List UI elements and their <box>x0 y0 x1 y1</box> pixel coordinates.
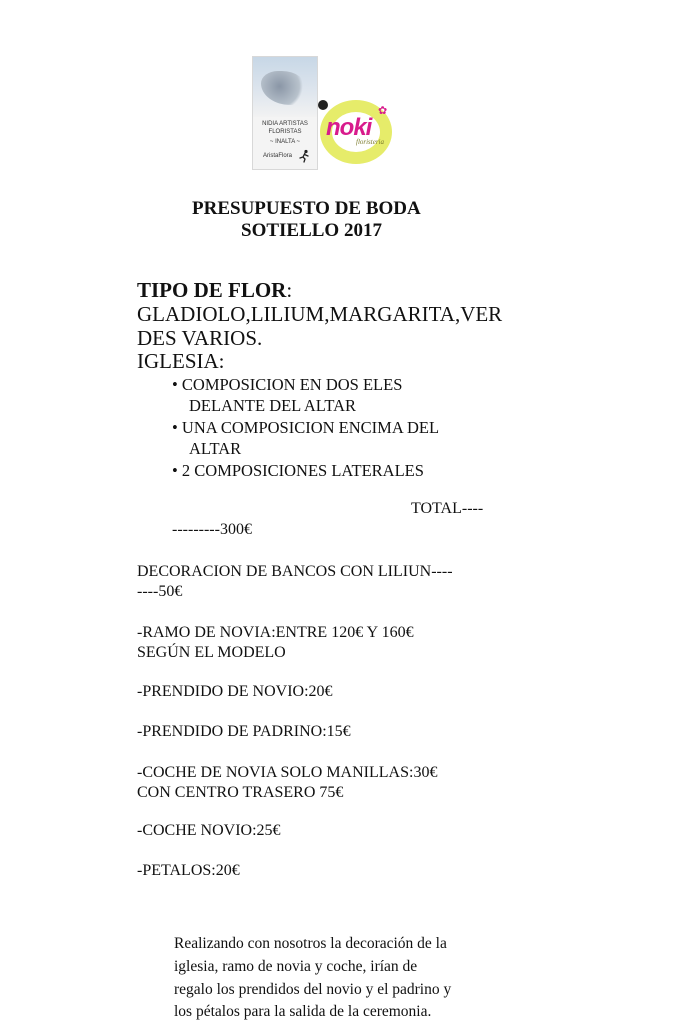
tipo-heading <box>137 278 292 303</box>
footer-note-line4: los pétalos para la salida de la ceremonia. <box>174 1003 432 1020</box>
noki-logo <box>318 98 404 168</box>
list-item-text: UNA COMPOSICION ENCIMA DEL <box>181 418 440 437</box>
logo-left-line2: FLORISTAS <box>268 129 302 135</box>
petalos: -PETALOS:20€ <box>137 862 240 879</box>
logo-left-line1: NIDIA ARTISTAS <box>262 121 308 127</box>
list-item <box>172 375 402 395</box>
bullet: • <box>172 461 178 480</box>
tipo-line1: GLADIOLO,LILIUM,MARGARITA,VER <box>137 302 503 326</box>
runner-icon <box>297 149 311 163</box>
list-item <box>172 461 424 481</box>
logo-tagline: floristeria <box>356 138 385 146</box>
tipo-line2: DES VARIOS. <box>137 326 263 350</box>
list-item-text: 2 COMPOSICIONES LATERALES <box>181 461 424 480</box>
list-item-continuation: DELANTE DEL ALTAR <box>189 396 357 415</box>
total-value: ---------300€ <box>172 521 252 538</box>
ramo-line2: SEGÚN EL MODELO <box>137 644 286 661</box>
list-item-text: COMPOSICION EN DOS ELES <box>181 375 403 394</box>
flower-icon: ✿ <box>378 105 388 117</box>
footer-note-line1: Realizando con nosotros la decoración de la <box>174 935 447 952</box>
coche-novia-line1: -COCHE DE NOVIA SOLO MANILLAS:30€ <box>137 764 438 781</box>
list-item <box>172 418 439 438</box>
logo-left-line4: AristaFlora <box>263 153 293 159</box>
logo-brand-text: noki <box>326 114 372 141</box>
florist-logo-left <box>252 56 318 170</box>
tipo-colon: : <box>286 278 293 302</box>
prendido-novio: -PRENDIDO DE NOVIO:20€ <box>137 683 333 700</box>
bancos-line2: ----50€ <box>137 583 183 600</box>
iglesia-heading: IGLESIA: <box>137 349 225 373</box>
ramo-line1: -RAMO DE NOVIA:ENTRE 120€ Y 160€ <box>137 624 414 641</box>
logo-left-line3: ~ INALTA ~ <box>269 139 301 145</box>
bancos-line1: DECORACION DE BANCOS CON LILIUN---- <box>137 563 453 580</box>
document-title-line1: PRESUPUESTO DE BODA <box>192 198 421 219</box>
bullet: • <box>172 375 178 394</box>
prendido-padrino: -PRENDIDO DE PADRINO:15€ <box>137 723 351 740</box>
list-item-continuation: ALTAR <box>189 439 242 458</box>
total-label: TOTAL---- <box>411 500 484 517</box>
footer-note-line3: regalo los prendidos del novio y el padrino y <box>174 981 452 998</box>
tipo-label: TIPO DE FLOR <box>137 278 287 302</box>
coche-novio: -COCHE NOVIO:25€ <box>137 822 281 839</box>
footer-note-line2: iglesia, ramo de novia y coche, irían de <box>174 958 418 975</box>
document-title-line2: SOTIELLO 2017 <box>241 220 382 241</box>
bullet: • <box>172 418 178 437</box>
logo-badge-icon <box>318 100 328 110</box>
coche-novia-line2: CON CENTRO TRASERO 75€ <box>137 784 344 801</box>
